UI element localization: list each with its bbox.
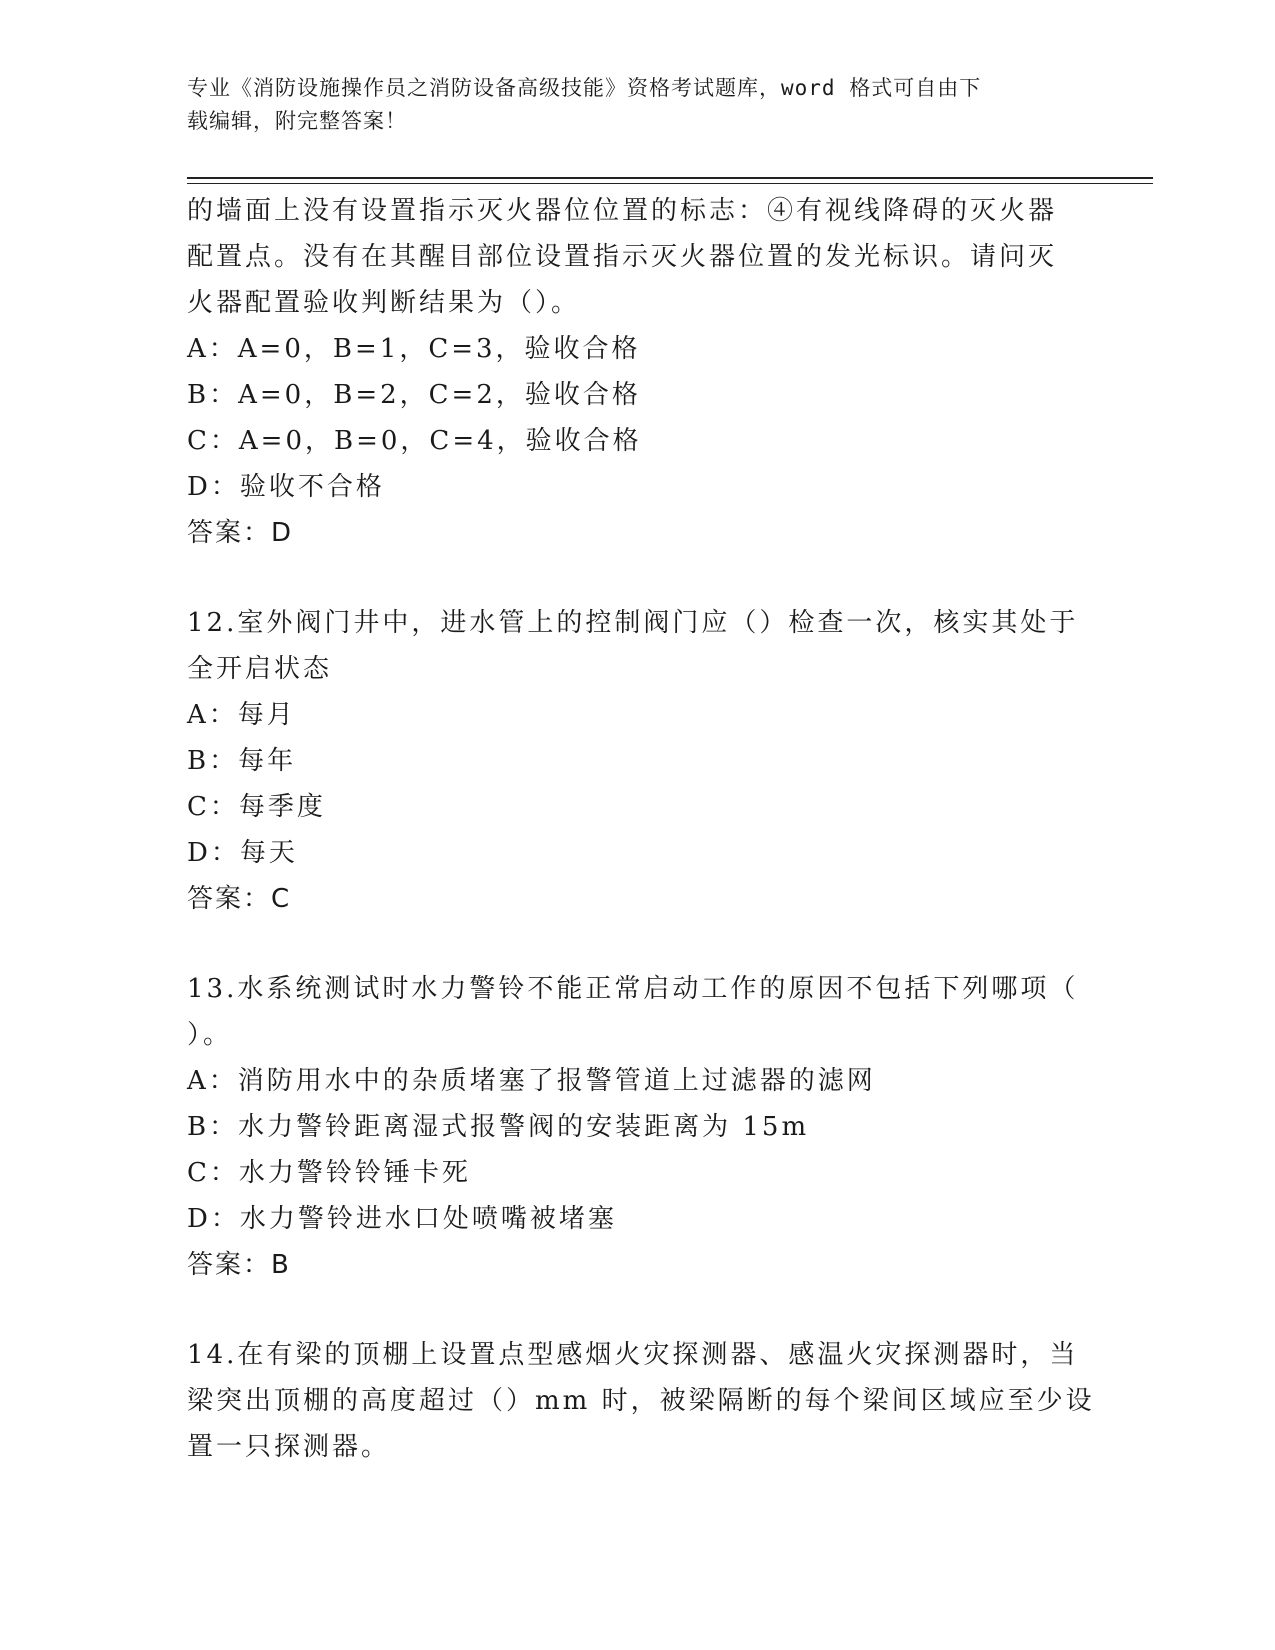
spacer [187, 556, 1087, 600]
spacer [187, 1288, 1087, 1332]
answer: 答案：D [187, 518, 294, 548]
question-12 [187, 600, 1087, 922]
answer: 答案：B [187, 1250, 291, 1280]
question-14 [187, 1332, 1095, 1470]
header-line-1: 专业《消防设施操作员之消防设备高级技能》资格考试题库，word 格式可自由下 [187, 76, 982, 100]
option-b: B：水力警铃距离湿式报警阀的安装距离为 15m [187, 1112, 810, 1142]
question-text-line: 12.室外阀门井中，进水管上的控制阀门应（）检查一次，核实其处于 [187, 608, 1079, 638]
option-d: D：每天 [187, 838, 298, 868]
answer: 答案：C [187, 884, 292, 914]
header-rule-thin [187, 183, 1153, 184]
question-text-line: 置一只探测器。 [187, 1432, 391, 1462]
option-d: D：水力警铃进水口处喷嘴被堵塞 [187, 1204, 617, 1234]
document-body [187, 188, 1095, 1470]
question-text-line: 梁突出顶棚的高度超过（）mm 时，被梁隔断的每个梁间区域应至少设 [187, 1386, 1095, 1416]
option-c: C：A=0，B=0，C=4，验收合格 [187, 426, 642, 456]
question-text-line: 14.在有梁的顶棚上设置点型感烟火灾探测器、感温火灾探测器时，当 [187, 1340, 1079, 1370]
page-header [187, 72, 1067, 138]
question-text-line: ）。 [187, 1020, 233, 1050]
option-a: A：消防用水中的杂质堵塞了报警管道上过滤器的滤网 [187, 1066, 876, 1096]
option-a: A：每月 [187, 700, 296, 730]
question-13 [187, 966, 1087, 1288]
option-c: C：每季度 [187, 792, 326, 822]
spacer [187, 922, 1087, 966]
header-line-2: 载编辑，附完整答案！ [187, 109, 407, 133]
question-text-line: 全开启状态 [187, 654, 333, 684]
option-b: B：A=0，B=2，C=2，验收合格 [187, 380, 641, 410]
header-rule-thick [187, 177, 1153, 179]
question-text-line: 火器配置验收判断结果为（）。 [187, 288, 581, 318]
question-text-line: 的墙面上没有设置指示灭火器位位置的标志：④有视线降碍的灭火器 [187, 196, 1058, 226]
option-d: D：验收不合格 [187, 472, 385, 502]
option-c: C：水力警铃铃锤卡死 [187, 1158, 471, 1188]
question-11 [187, 188, 1087, 556]
question-text-line: 13.水系统测试时水力警铃不能正常启动工作的原因不包括下列哪项（ [187, 974, 1079, 1004]
question-text-line: 配置点。没有在其醒目部位设置指示灭火器位置的发光标识。请问灭 [187, 242, 1058, 272]
option-a: A：A=0，B=1，C=3，验收合格 [187, 334, 641, 364]
option-b: B：每年 [187, 746, 297, 776]
